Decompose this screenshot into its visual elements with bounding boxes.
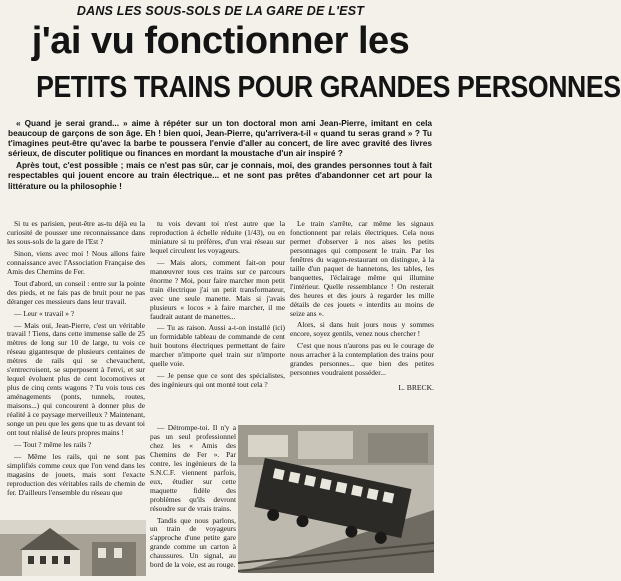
article-column-2 xyxy=(150,220,285,425)
paragraph: — Leur « travail » ? xyxy=(14,308,75,318)
paragraph: — Mais oui, Jean-Pierre, c'est un véritable travail ! Tiens, dans cette immense salle de 25 mètres de long sur 10 de large, tu vois ce réseau gigantesque de plusieurs centaines de mètres de rails qui se chevauchent, s'entrecroisent, se superposent à l'envi, et sur lequel évoluent plus de cent locomotives et plus de cinq cents wagons ? Tu vois tous ces aménagements (ponts, tunnels, routes, maisons...) qui concourent à donner plus de réalité à ce paysage merveilleux ? Maintenant, songe un peu que les gens que tu as devant toi ont tout réalisé de leurs propres mains ! xyxy=(7,320,145,437)
train-photo-illustration xyxy=(238,425,434,573)
paragraph: tu vois devant toi n'est autre que la reproduction à échelle réduite (1/43), ou en miniature si tu préfères, d'un vrai réseau sur lequel circulent les voyageurs. xyxy=(150,219,285,255)
paragraph: Si tu es parisien, peut-être as-tu déjà eu la curiosité de pousser une reconnaissance dans les sous-sols de la gare de l'Est ? xyxy=(7,219,145,246)
paragraph: — Je pense que ce sont des spécialistes, des ingénieurs qui ont monté tout cela ? xyxy=(150,371,285,390)
kicker-heading: DANS LES SOUS-SOLS DE LA GARE DE L'EST xyxy=(76,4,365,18)
page-title-line2: PETITS TRAINS POUR GRANDES PERSONNES xyxy=(36,69,621,104)
intro-paragraph: Après tout, c'est possible ; mais ce n'est pas sûr, car je connais, moi, des grandes personnes tout à fait respectables qui jouent encore au train électrique... et ne sont pas prêtes d'abandonner cet art pour la littérature ou la philosophie ! xyxy=(8,160,432,191)
paragraph: Alors, si dans huit jours nous y sommes encore, soyez gentils, venez nous chercher ! xyxy=(290,320,434,339)
paragraph: — Mais alors, comment fait-on pour manœuvrer tous ces trains sur ce parcours énorme ? Moi, pour faire marcher mon petit train électrique j'ai un petit transformateur, avec une seule manette. Mais si j'avais plusieurs « locos » à faire marcher, il me faudrait autant de manettes... xyxy=(150,257,285,321)
author-signature: L. BRECK. xyxy=(398,383,434,393)
paragraph: Sinon, viens avec moi ! Nous allons faire connaissance avec l'Association Française des Amis des Chemins de Fer. xyxy=(7,248,145,276)
article-column-1 xyxy=(7,220,145,501)
paragraph: Le train s'arrête, car même les signaux fonctionnent par relais électriques. Cela nous permet d'observer à nos aises les petits personnages qui composent le train. Par les fenêtres du wagon-restaurant on distingue, à la taille d'un paquet de hannetons, les tables, les banquettes, l'éclairage même qui illumine l'intérieur. Quelle ressemblance ! On resterait des heures et des jours à regarder les mille détails de ces jouets « interdits au moins de seize ans ». xyxy=(290,219,434,318)
intro-paragraph: « Quand je serai grand... » aime à répéter sur un ton doctoral mon ami Jean-Pierre, imitant en cela beaucoup de garçons de son âge. Eh ! bien quoi, Jean-Pierre, qu'arrivera-t-il « quand tu seras grand » ? Tu t'imagines peut-être qu'avec la barbe te poussera l'envie d'aller au concert, de lire avec gravité des livres sérieux, de discuter politique ou finances en mordant la moustache d'un air inspiré ? xyxy=(8,118,432,159)
paragraph: — Tu as raison. Aussi a-t-on installé (ici) un formidable tableau de commande de cent huit boutons électriques permettant de faire marcher n'importe quel train sur n'importe quelle voie. xyxy=(150,323,285,369)
intro-paragraphs xyxy=(8,118,432,193)
station-photo-illustration xyxy=(0,520,146,576)
paragraph: C'est que nous n'aurons pas eu le courage de nous arracher à la contemplation des trains pour grandes personnes... que bien des petites personnes voudraient posséder... xyxy=(290,341,434,378)
article-column-3 xyxy=(290,220,434,393)
paragraph: Tout d'abord, un conseil : entre sur la pointe des pieds, et ne fais pas de bruit pour ne pas déranger ces messieurs dans leur travail. xyxy=(7,278,145,306)
paragraph: — Même les rails, qui ne sont pas simplifiés comme ceux que l'on vend dans les magasins de jouets, mais sont l'exacte reproduction des véritables rails de chemin de fer. D'ailleurs l'ensemble du réseau que xyxy=(7,451,145,497)
paragraph: — Tout ? même les rails ? xyxy=(14,439,92,449)
paragraph: — Détrompe-toi. Il n'y a pas un seul professionnel chez les « Amis des Chemins de Fer ». Par contre, les ingénieurs de la S.N.C.F. viennent parfois, eux, étudier sur cette maquette fidèle des problèmes qu'ils devront résoudre sur de vrais trains. xyxy=(150,423,236,513)
paragraph: Tandis que nous parlons, un train de voyageurs s'approche d'une petite gare grande comme un carton à chaussures. Un signal, au bord de la voie, est au rouge. xyxy=(150,515,236,570)
station-model-photo xyxy=(0,520,146,576)
train-model-photo xyxy=(238,425,434,573)
article-column-2-lower xyxy=(150,424,236,573)
page-title-line1: j'ai vu fonctionner les xyxy=(31,20,410,62)
